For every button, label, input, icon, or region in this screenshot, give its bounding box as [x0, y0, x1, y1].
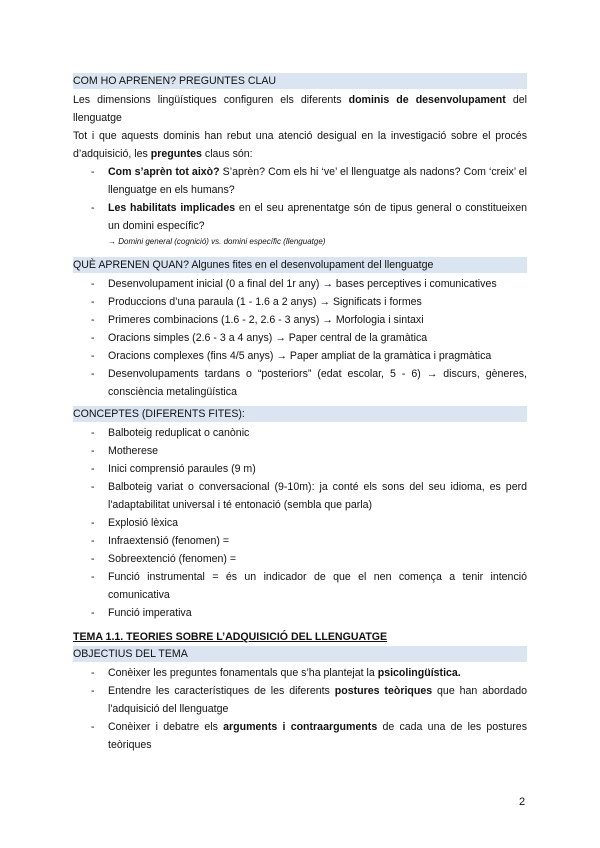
text-run: Infraextensió (fenomen) =	[108, 535, 230, 547]
note: → Domini general (cognició) vs. domini específic (llenguatge)	[108, 237, 326, 246]
dash-bullet: -	[91, 445, 95, 457]
list-item	[73, 568, 527, 604]
list-item	[73, 664, 527, 682]
page-number: 2	[519, 796, 526, 808]
list-item	[73, 311, 527, 329]
text-run: Produccions d’una paraula (1 - 1.6 a 2 anys) → Significats i formes	[108, 296, 422, 308]
list-item	[73, 293, 527, 311]
paragraph	[73, 127, 527, 163]
list-item	[73, 275, 527, 293]
bullet-list	[73, 664, 527, 754]
list-item	[73, 682, 527, 718]
list-item	[73, 442, 527, 460]
text-run: Inici comprensió paraules (9 m)	[108, 463, 256, 475]
text-run: Desenvolupament inicial (0 a final del 1r any) → bases perceptives i comunicatives	[108, 278, 497, 290]
list-item	[73, 460, 527, 478]
dash-bullet: -	[91, 721, 95, 733]
bold-text: dominis de desenvolupament	[348, 94, 506, 106]
text-run: Desenvolupaments tardans o “posteriors” (edat escolar, 5 - 6) → discurs, gèneres, consciència metalingüística	[108, 368, 527, 398]
list-item	[73, 163, 527, 199]
text-run: Conèixer les preguntes fonamentals que s’ha plantejat la	[108, 667, 378, 679]
bold-text: Les habilitats implicades	[108, 202, 236, 214]
section-que-aprenen-quan	[73, 257, 527, 401]
dash-bullet: -	[91, 427, 95, 439]
dash-bullet: -	[91, 202, 95, 214]
section-heading: QUÈ APRENEN QUAN? Algunes fites en el desenvolupament del llenguatge	[73, 257, 527, 273]
section-tema-1-1	[73, 629, 527, 754]
list-item	[73, 199, 527, 235]
text-run: de cada una de les postures teòriques	[108, 721, 527, 751]
text-run: Oracions complexes (fins 4/5 anys) → Paper ampliat de la gramàtica i pragmàtica	[108, 350, 492, 362]
paragraph	[73, 91, 527, 127]
list-item	[73, 365, 527, 401]
list-item	[73, 424, 527, 442]
list-item	[73, 532, 527, 550]
text-run: en el seu aprenentatge són de tipus general o constitueixen un domini específic?	[108, 202, 527, 232]
text-run: Conèixer i debatre els	[108, 721, 224, 733]
text-run: Balboteig reduplicat o canònic	[108, 427, 250, 439]
dash-bullet: -	[91, 350, 95, 362]
dash-bullet: -	[91, 481, 95, 493]
bold-text: arguments i contraarguments	[223, 721, 378, 733]
text-run: Tot i que aquests dominis han rebut una atenció desigual en la investigació sobre el procés d’adquisició, les	[73, 130, 527, 160]
section-heading: COM HO APRENEN? PREGUNTES CLAU	[73, 73, 527, 89]
list-item	[73, 604, 527, 622]
text-run: del llenguatge	[73, 94, 527, 124]
bold-text: Com s’aprèn tot això?	[108, 166, 220, 178]
bold-text: psicolingüística.	[377, 667, 461, 679]
dash-bullet: -	[91, 607, 95, 619]
section-conceptes	[73, 406, 527, 622]
text-run: Les dimensions lingüístiques configuren els diferents	[73, 94, 349, 106]
bullet-list	[73, 163, 527, 235]
list-item	[73, 550, 527, 568]
text-run: Funció imperativa	[108, 607, 192, 619]
list-item	[73, 347, 527, 365]
bold-text: preguntes	[150, 148, 202, 160]
list-item	[73, 478, 527, 514]
list-item	[73, 514, 527, 532]
text-run: que han abordado l'adquisició del llenguatge	[108, 685, 527, 715]
text-run: Balboteig variat o conversacional (9-10m): ja conté els sons del seu idioma, es perd l'adaptabilitat universal i té entonació (sembla que parla)	[108, 481, 527, 511]
list-item	[73, 329, 527, 347]
section-com-ho-aprenen	[73, 73, 527, 249]
text-run: Sobreextenció (fenomen) =	[108, 553, 237, 565]
dash-bullet: -	[91, 368, 95, 380]
text-run: Oracions simples (2.6 - 3 a 4 anys) → Paper central de la gramàtica	[108, 332, 428, 344]
dash-bullet: -	[91, 553, 95, 565]
dash-bullet: -	[91, 166, 95, 178]
bullet-list	[73, 424, 527, 622]
paragraphs	[73, 91, 527, 163]
text-run: claus són:	[201, 148, 253, 160]
dash-bullet: -	[91, 535, 95, 547]
text-run: S’aprèn? Com els hi ‘ve’ el llenguatge als nadons? Com ‘creix’ el llenguatge en els humans?	[108, 166, 527, 196]
bold-text: postures teòriques	[334, 685, 433, 697]
text-run: Funció instrumental = és un indicador de que el nen comença a tenir intenció comunicativa	[108, 571, 527, 601]
dash-bullet: -	[91, 278, 95, 290]
topic-title: TEMA 1.1. TEORIES SOBRE L’ADQUISICIÓ DEL LLENGUATGE	[73, 631, 388, 643]
text-run: Motherese	[108, 445, 159, 457]
dash-bullet: -	[91, 571, 95, 583]
list-item	[73, 718, 527, 754]
dash-bullet: -	[91, 685, 95, 697]
bullet-list	[73, 275, 527, 401]
dash-bullet: -	[91, 296, 95, 308]
dash-bullet: -	[91, 517, 95, 529]
dash-bullet: -	[91, 332, 95, 344]
dash-bullet: -	[91, 314, 95, 326]
dash-bullet: -	[91, 463, 95, 475]
text-run: Entendre les característiques de les diferents	[108, 685, 335, 697]
text-run: Primeres combinacions (1.6 - 2, 2.6 - 3 anys) → Morfologia i sintaxi	[108, 314, 424, 326]
section-heading: CONCEPTES (DIFERENTS FITES):	[73, 406, 527, 422]
text-run: Explosió lèxica	[108, 517, 179, 529]
section-heading: OBJECTIUS DEL TEMA	[73, 646, 527, 662]
dash-bullet: -	[91, 667, 95, 679]
